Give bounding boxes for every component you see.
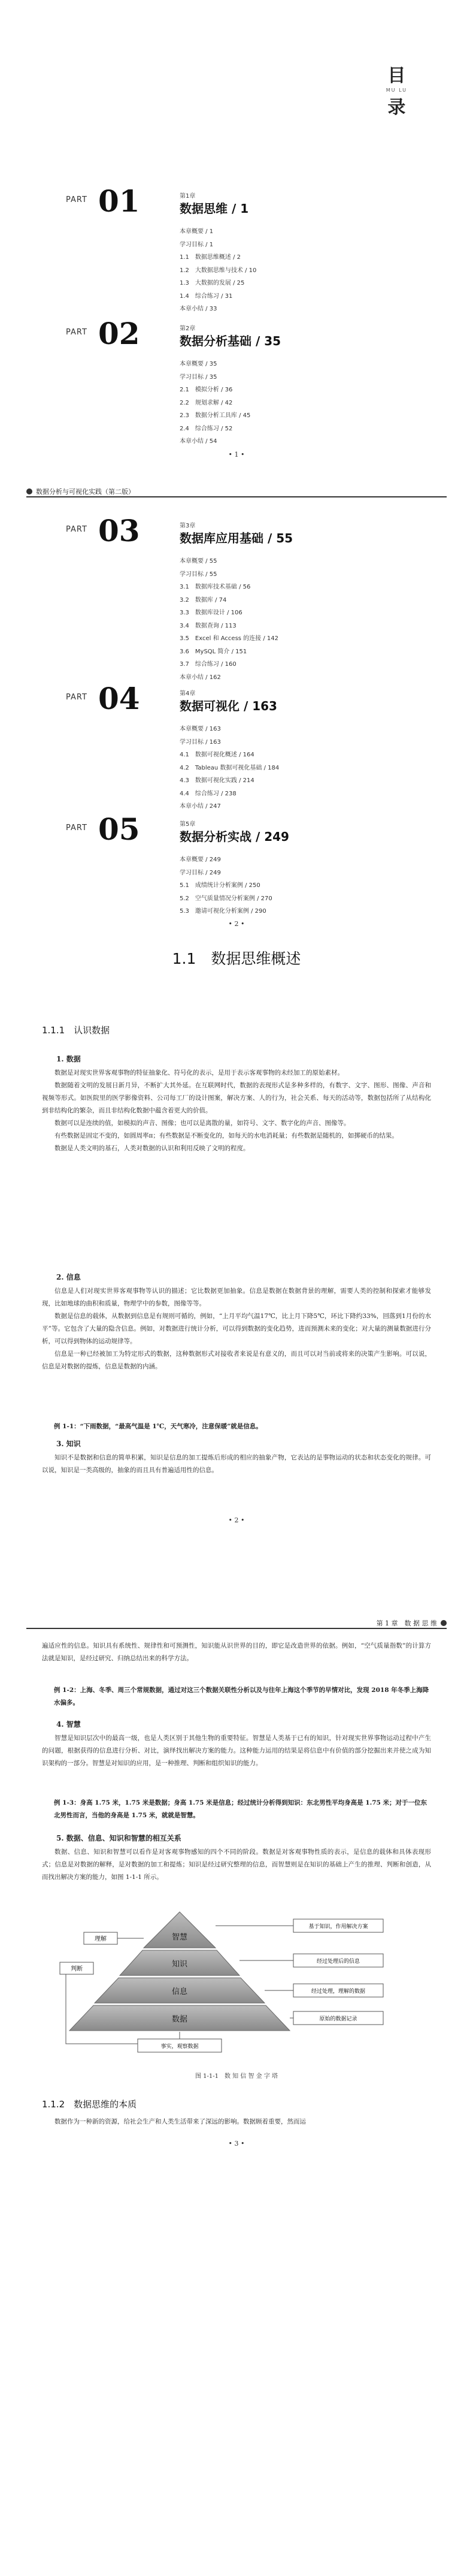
- label-knowledge: 知识: [171, 1960, 188, 1969]
- toc-item[interactable]: 3.3 数据库设计 / 106: [180, 610, 242, 616]
- header-bullet-icon: [26, 488, 32, 494]
- part-label: PART: [66, 195, 87, 204]
- toc-page-1: [0, 0, 473, 473]
- toc-item[interactable]: 3.1 数据库技术基础 / 56: [180, 584, 251, 590]
- chapter-label: 第2章: [180, 325, 196, 332]
- part-number: 01: [98, 183, 140, 219]
- para-block-knowledge: [42, 1452, 431, 1477]
- toc-list: [180, 358, 250, 448]
- running-header: [26, 487, 447, 497]
- chapter-title[interactable]: 数据思维 / 1: [180, 201, 249, 216]
- catalog-pinyin: MU LU: [386, 88, 407, 93]
- header-bullet-icon: [441, 1620, 447, 1626]
- desc-text-3: 经过处理，理解的数据: [311, 1989, 366, 1995]
- toc-item[interactable]: 5.3 邀请可视化分析案例 / 290: [180, 908, 266, 915]
- section-title: 1.1 数据思维概述: [172, 950, 301, 967]
- toc-item[interactable]: 3.7 综合练习 / 160: [180, 661, 236, 668]
- toc-page-2: [0, 473, 473, 947]
- para-block-relation: [42, 1846, 431, 1884]
- toc-list: [180, 225, 256, 316]
- subsection-title: 1.1.1 认识数据: [42, 1025, 110, 1036]
- toc-list: [180, 555, 278, 684]
- toc-item[interactable]: 5.2 空气质量情况分析案例 / 270: [180, 895, 272, 902]
- paragraph: 数据是信息的载体，从数据到信息是有规则可循的，例如，“上月平均气温17℃，比上月下降5℃，环比下降约33%，回落到1月份的水平”等。它包含了大量的隐含信息。例如，对数据进行统计分析，可以得到数据的变化趋势，进而预测未来的变化；对大量的测量数据进行分析，可以得到物体的运动规律等。: [42, 1313, 431, 1345]
- paragraph: 知识不是数据和信息的简单积累，知识是信息的加工提炼后形成的相应的抽象产物，它表达的是事物运动的状态和状态变化的规律。可以说，知识是一类高级的，抽象的而且具有普遍适用性的信息。: [42, 1454, 431, 1474]
- paragraph: 智慧是知识层次中的最高一级，也是人类区别于其他生物的重要特征。智慧是人类基于已有的知识，针对现实世界事物运动过程中产生的问题，根据获得的信息进行分析、对比，演绎找出解决方案的能力。这种能力运用的结果是将信息中有价值的部分挖掘出来并使之成为知识架构的一部分。智慧是对知识的应用，是一种推理、判断和组织知识的能力。: [42, 1735, 431, 1767]
- toc-list: [180, 853, 272, 918]
- label-info: 信息: [171, 1987, 188, 1996]
- toc-item[interactable]: 1.3 大数据的发展 / 25: [180, 280, 245, 286]
- toc-item[interactable]: 1.1 数据思维概述 / 2: [180, 254, 241, 261]
- part-label: PART: [66, 824, 87, 832]
- part-number: 05: [98, 812, 140, 847]
- paragraph: 信息是一种已经被加工为特定形式的数据，这种数据形式对接收者来说是有意义的，而且可以对当前或将来的决策产生影响。可以说，信息是对数据的提炼，信息是数据的内涵。: [42, 1350, 431, 1370]
- content-page-2: [0, 1606, 473, 2576]
- toc-item[interactable]: 本章小结 / 162: [180, 674, 221, 681]
- toc-item[interactable]: 本章小结 / 33: [180, 306, 217, 312]
- chapter-label: 第4章: [180, 690, 196, 697]
- desc-text-4: 原始的数据记录: [319, 2016, 357, 2022]
- paragraph: 数据作为一种新的资源，给社会生产和人类生活带来了深远的影响。数据顾着重要，然而运: [54, 2118, 306, 2125]
- paragraph: 有些数据是固定不变的，如圆周率π；有些数据是不断变化的，如每天的水电消耗量；有些数据是随机的，如掷硬币的结果。: [54, 1132, 398, 1139]
- chapter-title[interactable]: 数据可视化 / 163: [180, 699, 277, 713]
- header-book-title: 数据分析与可视化实践（第二版）: [36, 488, 135, 496]
- paragraph: 数据是人类文明的基石，人类对数据的认识和利用反映了文明的程度。: [54, 1145, 250, 1152]
- example-2: 例 1-2：上海、冬季、周三个常规数据，通过对这三个数据关联性分析以及与往年上海这个季节的早情对比，发现 2018 年冬季上海降水偏多。: [54, 1687, 429, 1706]
- toc-item[interactable]: 本章概要 / 1: [180, 228, 214, 235]
- para-block-data: [42, 1067, 431, 1155]
- toc-item[interactable]: 本章概要 / 55: [180, 558, 217, 565]
- paragraph: 信息是人们对现实世界客观事物等认识的描述；它比数据更加抽象。信息是数据在数据背景的理解，需要人类的控制和探索才能够发现，比如地球的曲积和质量，物理学中的参数，图像等等。: [42, 1287, 431, 1307]
- subsection-title-2: 1.1.2 数据思维的本质: [42, 2099, 137, 2110]
- bottom-label: 事实，观察数据: [160, 2044, 199, 2050]
- chapter-title[interactable]: 数据库应用基础 / 55: [180, 531, 293, 545]
- page-number: • 2 •: [228, 1516, 245, 1524]
- toc-item[interactable]: 学习目标 / 55: [180, 571, 217, 578]
- toc-item[interactable]: 2.2 规划求解 / 42: [180, 399, 233, 406]
- running-header: [26, 1618, 447, 1629]
- desc-text-2: 经过处理后的信息: [316, 1959, 360, 1965]
- toc-item[interactable]: 2.1 模拟分析 / 36: [180, 387, 233, 393]
- toc-item[interactable]: 4.2 Tableau 数据可视化基础 / 184: [180, 764, 280, 771]
- paragraph: 数据随着文明的发展日新月异，不断扩大其外延。在互联网时代，数据的表现形式是多种多样的，有数字、文字、图形、图像、声音和视频等形式。如医院里的医学影像资料、公司每工厂的设计图案，解决方案、人的行为，社会关系、每天的活动等，数据包括所了从结构化到非结构化的繁杂，而且非结构化数据中蕴含着更大的价值。: [42, 1082, 431, 1114]
- toc-list: [180, 723, 279, 813]
- toc-item[interactable]: 5.1 成绩统计分析案例 / 250: [180, 882, 260, 889]
- pyramid-level-wisdom: [144, 1912, 216, 1948]
- chapter-label: 第3章: [180, 523, 196, 529]
- toc-item[interactable]: 3.4 数据查询 / 113: [180, 622, 236, 629]
- pyramid-diagram: [42, 1906, 431, 2062]
- part-number: 02: [98, 316, 140, 351]
- heading-knowledge: 3. 知识: [56, 1440, 81, 1448]
- toc-item[interactable]: 本章小结 / 54: [180, 438, 217, 445]
- toc-item[interactable]: 学习目标 / 1: [180, 241, 214, 248]
- part-label: PART: [66, 525, 87, 534]
- label-wisdom: 智慧: [171, 1933, 188, 1942]
- para-block-info: [42, 1285, 431, 1373]
- desc-text-1: 基于知识，作用解决方案: [308, 1924, 368, 1930]
- chapter-label: 第1章: [180, 193, 196, 200]
- paragraph: 数据、信息、知识和智慧可以看作是对客观事物感知的四个不同的阶段。数据是对客观事物性质的表示，是信息的载体和具体表现形式；信息是对数据的解释，是对数据的加工和提炼；知识是经过研究整理的信息，而智慧则是在知识的基础上产生的推理、判断和创造，从而找出解决方案的能力，如图 1-1-1 所示。: [42, 1848, 431, 1881]
- toc-item[interactable]: 本章小结 / 247: [180, 803, 221, 810]
- page-number: • 1 •: [228, 451, 245, 459]
- para-block-wisdom: [42, 1732, 431, 1770]
- chapter-title[interactable]: 数据分析实战 / 249: [180, 829, 289, 844]
- label-data: 数据: [171, 2015, 188, 2024]
- header-chapter-title: 第 1 章 数 据 思 维: [376, 1619, 437, 1627]
- page-number: • 2 •: [228, 920, 245, 928]
- catalog-title: [386, 66, 407, 118]
- para-block-last: [42, 2116, 431, 2128]
- toc-item[interactable]: 学习目标 / 163: [180, 738, 221, 746]
- heading-data: 1. 数据: [56, 1055, 81, 1063]
- toc-item[interactable]: 本章概要 / 249: [180, 856, 221, 863]
- example-3: 例 1-3：身高 1.75 米，1.75 米是数据；身高 1.75 米是信息；经过统计分析得到知识：东北男性平均身高是 1.75 米；对于一位东北男性而言，当他的身高是 1.75 米，就就是智慧。: [54, 1799, 427, 1819]
- toc-item[interactable]: 学习目标 / 35: [180, 373, 217, 381]
- toc-item[interactable]: 4.4 综合练习 / 238: [180, 790, 236, 797]
- page-number: • 3 •: [228, 2140, 245, 2147]
- side-label-understand: 理解: [95, 1936, 107, 1942]
- figure-caption: 图 1-1-1 数 知 信 智 金 字 塔: [195, 2073, 278, 2080]
- catalog-char-mu: 目: [387, 65, 406, 86]
- toc-item[interactable]: 2.3 数据分析工具库 / 45: [180, 412, 251, 419]
- toc-item[interactable]: 3.2 数据库 / 74: [180, 596, 227, 604]
- toc-item[interactable]: 1.2 大数据思维与技术 / 10: [180, 267, 257, 274]
- chapter-title[interactable]: 数据分析基础 / 35: [180, 334, 281, 348]
- part-label: PART: [66, 693, 87, 702]
- para-block-knowledge-cont: [42, 1640, 431, 1665]
- chapter-label: 第5章: [180, 821, 196, 828]
- part-number: 03: [98, 513, 140, 548]
- content-page-1: [0, 947, 473, 1606]
- part-number: 04: [98, 681, 140, 716]
- paragraph: 遍适应性的信息。知识具有系统性、规律性和可预测性，知识能从识世界的目的，即它是改造世界的依据。例如，“空气质量指数”的计算方法就是知识，是经过研究、归纳总结出来的科学方法。: [42, 1642, 431, 1662]
- toc-item[interactable]: 1.4 综合练习 / 31: [180, 292, 233, 300]
- heading-relation: 5. 数据、信息、知识和智慧的相互关系: [56, 1834, 181, 1842]
- paragraph: 数据可以是连续的值，如模拟的声音、图像；也可以是离散的量，如符号、文字、数字化的声音、图像等。: [54, 1120, 350, 1127]
- toc-item[interactable]: 3.6 MySQL 简介 / 151: [180, 648, 247, 655]
- catalog-char-lu: 录: [387, 97, 406, 118]
- toc-item[interactable]: 4.3 数据可视化实践 / 214: [180, 777, 254, 784]
- heading-info: 2. 信息: [56, 1273, 81, 1281]
- toc-item[interactable]: 4.1 数据可视化概述 / 164: [180, 752, 254, 758]
- toc-item[interactable]: 学习目标 / 249: [180, 869, 221, 876]
- part-label: PART: [66, 328, 87, 337]
- toc-item[interactable]: 本章概要 / 163: [180, 726, 221, 732]
- side-label-judge: 判断: [71, 1966, 83, 1972]
- toc-item[interactable]: 本章概要 / 35: [180, 361, 217, 367]
- example-1: 例 1-1：“下雨数据，“最高气温是 1℃，天气寒冷，注意保暖”就是信息。: [54, 1423, 262, 1430]
- toc-item[interactable]: 3.5 Excel 和 Access 的连接 / 142: [180, 635, 278, 642]
- heading-wisdom: 4. 智慧: [56, 1720, 81, 1729]
- toc-item[interactable]: 2.4 综合练习 / 52: [180, 425, 233, 432]
- paragraph: 数据是对现实世界客观事物的特征抽象化、符号化的表示，是用于表示客观事物的未经加工的原始素材。: [54, 1069, 344, 1076]
